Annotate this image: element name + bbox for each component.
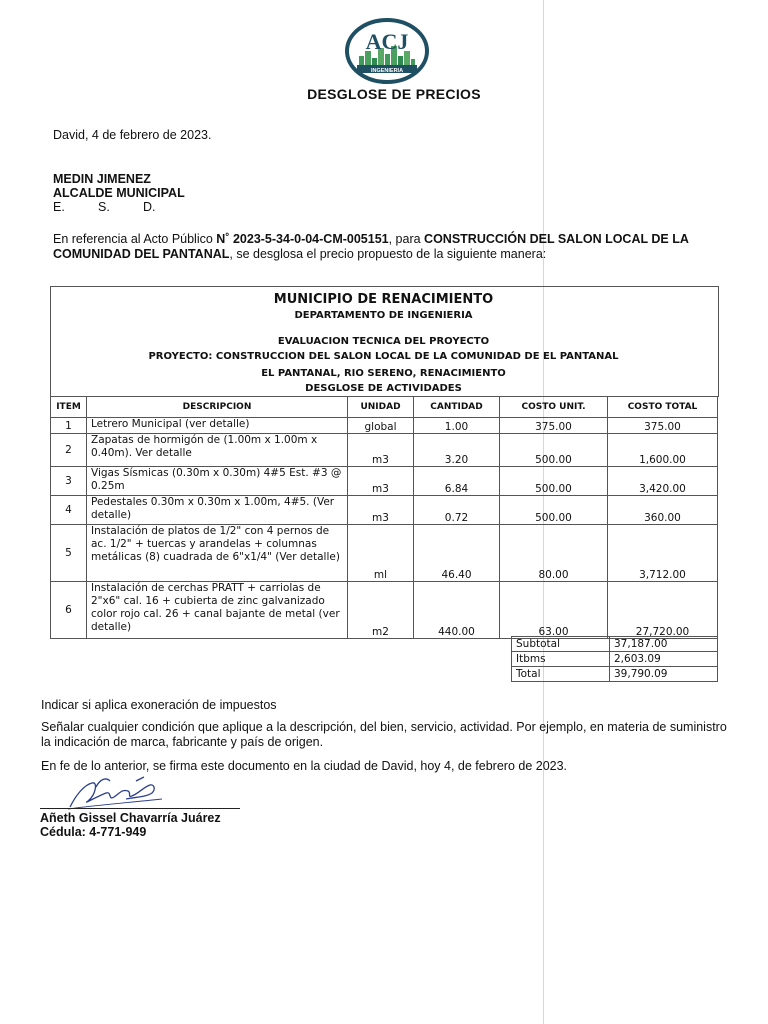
row-unit: m3	[348, 496, 414, 525]
act-number: N˚ 2023-5-34-0-04-CM-005151	[216, 232, 389, 246]
col-total-cost: COSTO TOTAL	[608, 397, 718, 418]
table-row	[51, 418, 718, 434]
row-item: 2	[51, 434, 87, 467]
subtotal-row	[512, 637, 718, 652]
row-unit: m3	[348, 467, 414, 496]
row-unit: ml	[348, 525, 414, 582]
row-total: 3,712.00	[608, 525, 718, 582]
row-item: 6	[51, 582, 87, 639]
project-title: PROYECTO: CONSTRUCCION DEL SALON LOCAL DE LA COMUNIDAD DE EL PANTANAL	[148, 351, 619, 362]
row-description: Instalación de cerchas PRATT + carriolas de 2"x6" cal. 16 + cubierta de zinc galvanizado color rojo cal. 26 + canal bajante de metal (ver detalle)	[87, 582, 348, 639]
row-item: 3	[51, 467, 87, 496]
breakdown-title: DESGLOSE DE ACTIVIDADES	[305, 383, 462, 394]
table-header-row	[51, 397, 718, 418]
row-unit-cost: 375.00	[500, 418, 608, 434]
company-logo	[345, 18, 429, 84]
itbms-row	[512, 652, 718, 667]
subtotal-value: 37,187.00	[610, 637, 718, 652]
row-unit-cost: 500.00	[500, 434, 608, 467]
closing-note: En fe de lo anterior, se firma este documento en la ciudad de David, hoy 4, de febrero de 2023.	[41, 759, 568, 773]
letter-date: David, 4 de febrero de 2023.	[53, 128, 212, 142]
intro-text-2: , para	[388, 232, 425, 246]
row-total: 360.00	[608, 496, 718, 525]
addressee-role: ALCALDE MUNICIPAL	[53, 186, 185, 200]
esd-d: D.	[143, 200, 156, 214]
col-unit-cost: COSTO UNIT.	[500, 397, 608, 418]
col-quantity: CANTIDAD	[414, 397, 500, 418]
row-quantity: 3.20	[414, 434, 500, 467]
evaluation-title: EVALUACION TECNICA DEL PROYECTO	[277, 336, 490, 347]
row-quantity: 6.84	[414, 467, 500, 496]
esd-e: E.	[53, 200, 65, 214]
condition-note: Señalar cualquier condición que aplique a la descripción, del bien, servicio, actividad. Por ejemplo, en materia de suministro la indicación de marca, fabricante y país de origen.	[41, 720, 727, 749]
activities-table	[50, 396, 718, 639]
location-title: EL PANTANAL, RIO SERENO, RENACIMIENTO	[261, 368, 506, 379]
addressee-block	[53, 172, 185, 200]
logo-subtext: INGENIERIA	[370, 68, 404, 74]
row-unit: global	[348, 418, 414, 434]
intro-text-3: , se desglosa el precio propuesto de la siguiente manera:	[229, 247, 547, 261]
row-description: Vigas Sísmicas (0.30m x 0.30m) 4#5 Est. #3 @ 0.25m	[87, 467, 348, 496]
row-unit: m2	[348, 582, 414, 639]
totals-table	[511, 636, 718, 682]
row-quantity: 440.00	[414, 582, 500, 639]
signature-line	[40, 808, 240, 809]
row-unit-cost: 63.00	[500, 582, 608, 639]
table-row	[51, 434, 718, 467]
tax-note: Indicar si aplica exoneración de impuestos	[41, 698, 277, 712]
row-description: Zapatas de hormigón de (1.00m x 1.00m x 0.40m). Ver detalle	[87, 434, 348, 467]
row-unit-cost: 500.00	[500, 496, 608, 525]
esd-line	[53, 200, 188, 214]
itbms-value: 2,603.09	[610, 652, 718, 667]
document-title: DESGLOSE DE PRECIOS	[307, 86, 481, 102]
signer-id: Cédula: 4-771-949	[40, 825, 147, 839]
subtotal-label: Subtotal	[512, 637, 610, 652]
table-row	[51, 525, 718, 582]
signer-block	[40, 811, 221, 839]
row-unit: m3	[348, 434, 414, 467]
row-total: 375.00	[608, 418, 718, 434]
row-description: Pedestales 0.30m x 0.30m x 1.00m, 4#5. (Ver detalle)	[87, 496, 348, 525]
row-item: 1	[51, 418, 87, 434]
col-description: DESCRIPCION	[87, 397, 348, 418]
row-description: Letrero Municipal (ver detalle)	[87, 418, 348, 434]
addressee-name: MEDIN JIMENEZ	[53, 172, 151, 186]
row-description: Instalación de platos de 1/2" con 4 pernos de ac. 1/2" + tuercas y arandelas + columnas metálicas (8) cuadrada de 6"x1/4" (Ver detalle)	[87, 525, 348, 582]
table-row	[51, 467, 718, 496]
row-item: 5	[51, 525, 87, 582]
department-title: DEPARTAMENTO DE INGENIERIA	[294, 310, 473, 321]
logo-text: ACJ	[365, 29, 409, 54]
col-unit: UNIDAD	[348, 397, 414, 418]
table-row	[51, 496, 718, 525]
row-unit-cost: 500.00	[500, 467, 608, 496]
row-unit-cost: 80.00	[500, 525, 608, 582]
total-label: Total	[512, 667, 610, 682]
total-row	[512, 667, 718, 682]
row-item: 4	[51, 496, 87, 525]
intro-text-1: En referencia al Acto Público	[53, 232, 217, 246]
signer-name: Añeth Gissel Chavarría Juárez	[40, 811, 221, 825]
row-total: 3,420.00	[608, 467, 718, 496]
esd-s: S.	[98, 200, 110, 214]
col-item: ITEM	[51, 397, 87, 418]
row-quantity: 46.40	[414, 525, 500, 582]
row-total: 27,720.00	[608, 582, 718, 639]
itbms-label: Itbms	[512, 652, 610, 667]
row-quantity: 0.72	[414, 496, 500, 525]
row-total: 1,600.00	[608, 434, 718, 467]
row-quantity: 1.00	[414, 418, 500, 434]
table-row	[51, 582, 718, 639]
project-name: CONSTRUCCIÓN DEL SALON LOCAL DE LA COMUNIDAD DEL PANTANAL	[53, 232, 689, 261]
municipality-title: MUNICIPIO DE RENACIMIENTO	[273, 292, 494, 307]
intro-paragraph	[53, 232, 733, 262]
total-value: 39,790.09	[610, 667, 718, 682]
